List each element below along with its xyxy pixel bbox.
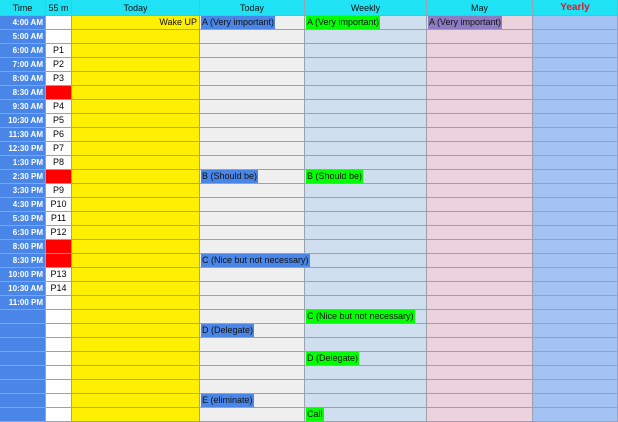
period-cell[interactable] <box>46 352 72 366</box>
today-cell[interactable] <box>72 380 200 394</box>
period-cell[interactable] <box>46 184 72 198</box>
today-priority-cell[interactable] <box>200 44 305 58</box>
priority-tag: D (Delegate) <box>307 353 359 363</box>
yearly-cell[interactable] <box>533 30 618 44</box>
may-cell[interactable] <box>427 408 533 422</box>
yearly-cell[interactable] <box>533 268 618 282</box>
today-cell[interactable] <box>72 86 200 100</box>
time-cell[interactable] <box>0 100 46 114</box>
time-cell[interactable] <box>0 380 46 394</box>
weekly-cell[interactable] <box>305 16 427 30</box>
today-cell[interactable] <box>72 352 200 366</box>
time-cell[interactable] <box>0 156 46 170</box>
today-priority-cell[interactable] <box>200 72 305 86</box>
time-label: 8:30 AM <box>12 88 43 97</box>
yearly-cell[interactable] <box>533 86 618 100</box>
time-label: 4:30 PM <box>12 200 43 209</box>
weekly-cell[interactable] <box>305 296 427 310</box>
time-label: 8:00 AM <box>12 74 43 83</box>
period-cell[interactable] <box>46 58 72 72</box>
time-cell[interactable] <box>0 408 46 422</box>
weekly-cell[interactable] <box>305 254 427 268</box>
today-cell[interactable] <box>72 198 200 212</box>
period-label: P6 <box>52 129 64 139</box>
period-cell[interactable] <box>46 268 72 282</box>
period-label: P14 <box>50 283 67 293</box>
period-label: P9 <box>52 185 64 195</box>
time-cell[interactable] <box>0 212 46 226</box>
period-cell[interactable] <box>46 198 72 212</box>
break-block[interactable] <box>46 170 72 184</box>
time-label: 8:30 PM <box>12 256 43 265</box>
header-today-1-label: Today <box>123 3 148 13</box>
header-yearly-label: Yearly <box>560 2 590 13</box>
today-cell[interactable] <box>72 30 200 44</box>
may-cell[interactable] <box>427 44 533 58</box>
time-cell[interactable] <box>0 352 46 366</box>
period-label: P1 <box>52 45 64 55</box>
header-weekly-label: Weekly <box>350 3 381 13</box>
today-cell[interactable] <box>72 408 200 422</box>
may-cell[interactable] <box>427 184 533 198</box>
today-cell[interactable] <box>72 72 200 86</box>
header-yearly[interactable] <box>533 0 618 16</box>
yearly-cell[interactable] <box>533 240 618 254</box>
time-cell[interactable] <box>0 86 46 100</box>
time-cell[interactable] <box>0 142 46 156</box>
weekly-cell[interactable] <box>305 268 427 282</box>
priority-tag: A (Very important) <box>202 17 275 27</box>
weekly-cell[interactable] <box>305 142 427 156</box>
period-cell[interactable] <box>46 30 72 44</box>
period-cell[interactable] <box>46 394 72 408</box>
today-priority-cell[interactable] <box>200 338 305 352</box>
period-cell[interactable] <box>46 338 72 352</box>
yearly-cell[interactable] <box>533 226 618 240</box>
time-cell[interactable] <box>0 240 46 254</box>
today-cell[interactable] <box>72 184 200 198</box>
break-block[interactable] <box>46 240 72 254</box>
today-cell[interactable] <box>72 58 200 72</box>
period-cell[interactable] <box>46 100 72 114</box>
weekly-cell[interactable] <box>305 226 427 240</box>
period-label: P8 <box>52 157 64 167</box>
today-cell[interactable] <box>72 268 200 282</box>
today-cell[interactable] <box>72 338 200 352</box>
time-label: 9:30 AM <box>12 102 43 111</box>
weekly-cell[interactable] <box>305 114 427 128</box>
today-cell[interactable] <box>72 366 200 380</box>
yearly-cell[interactable] <box>533 72 618 86</box>
time-cell[interactable] <box>0 296 46 310</box>
yearly-cell[interactable] <box>533 380 618 394</box>
wake-up-label: Wake UP <box>159 17 197 27</box>
period-cell[interactable] <box>46 72 72 86</box>
may-cell[interactable] <box>427 296 533 310</box>
time-label: 4:00 AM <box>12 18 43 27</box>
header-today-2-label: Today <box>239 3 265 13</box>
today-cell[interactable] <box>72 394 200 408</box>
today-priority-cell[interactable] <box>200 226 305 240</box>
period-cell[interactable] <box>46 142 72 156</box>
may-cell[interactable] <box>427 100 533 114</box>
period-cell[interactable] <box>46 212 72 226</box>
time-cell[interactable] <box>0 254 46 268</box>
time-label: 10:30 AM <box>8 116 43 125</box>
yearly-cell[interactable] <box>533 296 618 310</box>
time-label: 7:00 AM <box>12 60 43 69</box>
may-cell[interactable] <box>427 352 533 366</box>
today-priority-cell[interactable] <box>200 408 305 422</box>
yearly-cell[interactable] <box>533 282 618 296</box>
time-label: 3:30 PM <box>12 186 43 195</box>
weekly-cell[interactable] <box>305 240 427 254</box>
yearly-cell[interactable] <box>533 394 618 408</box>
today-priority-cell[interactable] <box>200 16 305 30</box>
header-today-2[interactable] <box>200 0 305 16</box>
time-label: 5:30 PM <box>12 214 43 223</box>
may-cell[interactable] <box>427 268 533 282</box>
today-cell[interactable] <box>72 226 200 240</box>
today-priority-cell[interactable] <box>200 30 305 44</box>
yearly-cell[interactable] <box>533 114 618 128</box>
today-priority-cell[interactable] <box>200 128 305 142</box>
priority-tag: D (Delegate) <box>202 325 254 335</box>
may-cell[interactable] <box>427 338 533 352</box>
today-priority-cell[interactable] <box>200 394 305 408</box>
time-cell[interactable] <box>0 184 46 198</box>
today-priority-cell[interactable] <box>200 296 305 310</box>
weekly-cell[interactable] <box>305 310 427 324</box>
today-cell[interactable] <box>72 156 200 170</box>
header-may-label: May <box>470 3 488 13</box>
time-label: 8:00 PM <box>12 242 43 251</box>
period-cell[interactable] <box>46 114 72 128</box>
may-cell[interactable] <box>427 170 533 184</box>
time-label: 12:30 PM <box>8 144 43 153</box>
time-label: 11:00 PM <box>8 298 43 307</box>
today-priority-cell[interactable] <box>200 240 305 254</box>
yearly-cell[interactable] <box>533 128 618 142</box>
period-label: P7 <box>52 143 64 153</box>
weekly-cell[interactable] <box>305 380 427 394</box>
may-cell[interactable] <box>427 212 533 226</box>
today-cell[interactable] <box>72 254 200 268</box>
today-cell[interactable] <box>72 324 200 338</box>
may-cell[interactable] <box>427 324 533 338</box>
priority-tag: A (Very important) <box>429 17 502 27</box>
may-cell[interactable] <box>427 310 533 324</box>
priority-tag: E (eliminate) <box>202 395 253 405</box>
time-label: 6:00 AM <box>12 46 43 55</box>
period-cell[interactable] <box>46 156 72 170</box>
period-cell[interactable] <box>46 16 72 30</box>
time-label: 2:30 PM <box>12 172 43 181</box>
today-priority-cell[interactable] <box>200 310 305 324</box>
period-label: P12 <box>50 227 67 237</box>
may-cell[interactable] <box>427 366 533 380</box>
period-cell[interactable] <box>46 380 72 394</box>
time-cell[interactable] <box>0 72 46 86</box>
yearly-cell[interactable] <box>533 212 618 226</box>
header-weekly[interactable] <box>305 0 427 16</box>
weekly-cell[interactable] <box>305 30 427 44</box>
today-cell[interactable] <box>72 114 200 128</box>
may-cell[interactable] <box>427 30 533 44</box>
priority-tag: Call <box>307 409 323 419</box>
yearly-cell[interactable] <box>533 184 618 198</box>
period-cell[interactable] <box>46 324 72 338</box>
priority-tag: C (Nice but not necessary) <box>202 255 309 265</box>
today-priority-cell[interactable] <box>200 100 305 114</box>
weekly-cell[interactable] <box>305 352 427 366</box>
break-block[interactable] <box>46 86 72 100</box>
today-priority-cell[interactable] <box>200 380 305 394</box>
period-label: P5 <box>52 115 64 125</box>
may-cell[interactable] <box>427 58 533 72</box>
today-priority-cell[interactable] <box>200 352 305 366</box>
yearly-cell[interactable] <box>533 44 618 58</box>
yearly-cell[interactable] <box>533 100 618 114</box>
period-cell[interactable] <box>46 310 72 324</box>
may-cell[interactable] <box>427 226 533 240</box>
yearly-cell[interactable] <box>533 170 618 184</box>
today-priority-cell[interactable] <box>200 282 305 296</box>
time-cell[interactable] <box>0 198 46 212</box>
today-priority-cell[interactable] <box>200 268 305 282</box>
weekly-cell[interactable] <box>305 128 427 142</box>
today-priority-cell[interactable] <box>200 254 309 268</box>
today-priority-cell[interactable] <box>200 184 305 198</box>
yearly-cell[interactable] <box>533 366 618 380</box>
may-cell[interactable] <box>427 240 533 254</box>
break-block[interactable] <box>46 254 72 268</box>
period-cell[interactable] <box>46 408 72 422</box>
weekly-cell[interactable] <box>305 100 427 114</box>
today-cell[interactable] <box>72 240 200 254</box>
period-label: P13 <box>50 269 67 279</box>
yearly-cell[interactable] <box>533 198 618 212</box>
weekly-cell[interactable] <box>305 212 427 226</box>
header-55m[interactable] <box>46 0 72 16</box>
time-cell[interactable] <box>0 226 46 240</box>
may-cell[interactable] <box>427 114 533 128</box>
may-cell[interactable] <box>427 282 533 296</box>
may-cell[interactable] <box>427 86 533 100</box>
period-label: P11 <box>50 213 67 223</box>
yearly-cell[interactable] <box>533 408 618 422</box>
today-priority-cell[interactable] <box>200 170 305 184</box>
header-55m-label: 55 m <box>48 3 69 13</box>
today-cell[interactable] <box>72 282 200 296</box>
weekly-cell[interactable] <box>305 324 427 338</box>
priority-tag: A (Very important) <box>307 17 380 27</box>
today-priority-cell[interactable] <box>200 366 305 380</box>
header-time[interactable] <box>0 0 46 16</box>
today-priority-cell[interactable] <box>200 86 305 100</box>
time-cell[interactable] <box>0 114 46 128</box>
time-label: 10:00 PM <box>8 270 43 279</box>
today-priority-cell[interactable] <box>200 156 305 170</box>
yearly-cell[interactable] <box>533 324 618 338</box>
yearly-cell[interactable] <box>533 156 618 170</box>
today-priority-cell[interactable] <box>200 142 305 156</box>
may-cell[interactable] <box>427 72 533 86</box>
weekly-cell[interactable] <box>305 58 427 72</box>
time-label: 1:30 PM <box>12 158 43 167</box>
weekly-cell[interactable] <box>305 366 427 380</box>
may-cell[interactable] <box>427 380 533 394</box>
period-cell[interactable] <box>46 128 72 142</box>
may-cell[interactable] <box>427 156 533 170</box>
period-label: P4 <box>52 101 64 111</box>
today-priority-cell[interactable] <box>200 114 305 128</box>
yearly-cell[interactable] <box>533 352 618 366</box>
weekly-cell[interactable] <box>305 44 427 58</box>
time-cell[interactable] <box>0 268 46 282</box>
priority-tag: C (Nice but not necessary) <box>307 311 414 321</box>
time-cell[interactable] <box>0 128 46 142</box>
period-label: P3 <box>52 73 64 83</box>
period-cell[interactable] <box>46 226 72 240</box>
weekly-cell[interactable] <box>305 86 427 100</box>
yearly-cell[interactable] <box>533 254 618 268</box>
today-cell[interactable] <box>72 310 200 324</box>
today-cell[interactable] <box>72 44 200 58</box>
time-cell[interactable] <box>0 310 46 324</box>
time-cell[interactable] <box>0 338 46 352</box>
time-cell[interactable] <box>0 394 46 408</box>
yearly-cell[interactable] <box>533 142 618 156</box>
period-label: P2 <box>52 59 64 69</box>
time-cell[interactable] <box>0 282 46 296</box>
weekly-cell[interactable] <box>305 72 427 86</box>
weekly-cell[interactable] <box>305 170 427 184</box>
time-cell[interactable] <box>0 16 46 30</box>
priority-tag: B (Should be) <box>202 171 258 181</box>
header-may[interactable] <box>427 0 533 16</box>
today-cell[interactable] <box>72 142 200 156</box>
weekly-cell[interactable] <box>305 394 427 408</box>
may-cell[interactable] <box>427 128 533 142</box>
period-cell[interactable] <box>46 44 72 58</box>
may-cell[interactable] <box>427 198 533 212</box>
today-cell[interactable] <box>72 128 200 142</box>
today-cell[interactable] <box>72 212 200 226</box>
time-cell[interactable] <box>0 170 46 184</box>
weekly-cell[interactable] <box>305 184 427 198</box>
weekly-cell[interactable] <box>305 408 427 422</box>
today-cell[interactable] <box>72 170 200 184</box>
period-cell[interactable] <box>46 296 72 310</box>
today-priority-cell[interactable] <box>200 212 305 226</box>
priority-tag: B (Should be) <box>307 171 363 181</box>
header-today-1[interactable] <box>72 0 200 16</box>
time-cell[interactable] <box>0 44 46 58</box>
weekly-cell[interactable] <box>305 282 427 296</box>
weekly-cell[interactable] <box>305 338 427 352</box>
time-label: 5:00 AM <box>12 32 43 41</box>
yearly-cell[interactable] <box>533 338 618 352</box>
period-cell[interactable] <box>46 282 72 296</box>
weekly-cell[interactable] <box>305 198 427 212</box>
yearly-cell[interactable] <box>533 16 618 30</box>
weekly-cell[interactable] <box>305 156 427 170</box>
period-cell[interactable] <box>46 366 72 380</box>
time-cell[interactable] <box>0 58 46 72</box>
time-cell[interactable] <box>0 30 46 44</box>
today-cell[interactable] <box>72 296 200 310</box>
period-label: P10 <box>50 199 67 209</box>
may-cell[interactable] <box>427 142 533 156</box>
today-cell[interactable] <box>72 100 200 114</box>
today-priority-cell[interactable] <box>200 324 305 338</box>
yearly-cell[interactable] <box>533 310 618 324</box>
today-priority-cell[interactable] <box>200 198 305 212</box>
today-cell[interactable] <box>72 16 200 30</box>
time-label: 10:30 AM <box>8 284 43 293</box>
header-time-label: Time <box>12 3 33 13</box>
may-cell[interactable] <box>427 254 533 268</box>
may-cell[interactable] <box>427 394 533 408</box>
time-label: 6:30 PM <box>12 228 43 237</box>
yearly-cell[interactable] <box>533 58 618 72</box>
may-cell[interactable] <box>427 16 533 30</box>
time-cell[interactable] <box>0 366 46 380</box>
time-cell[interactable] <box>0 324 46 338</box>
time-label: 11:30 AM <box>8 130 43 139</box>
today-priority-cell[interactable] <box>200 58 305 72</box>
